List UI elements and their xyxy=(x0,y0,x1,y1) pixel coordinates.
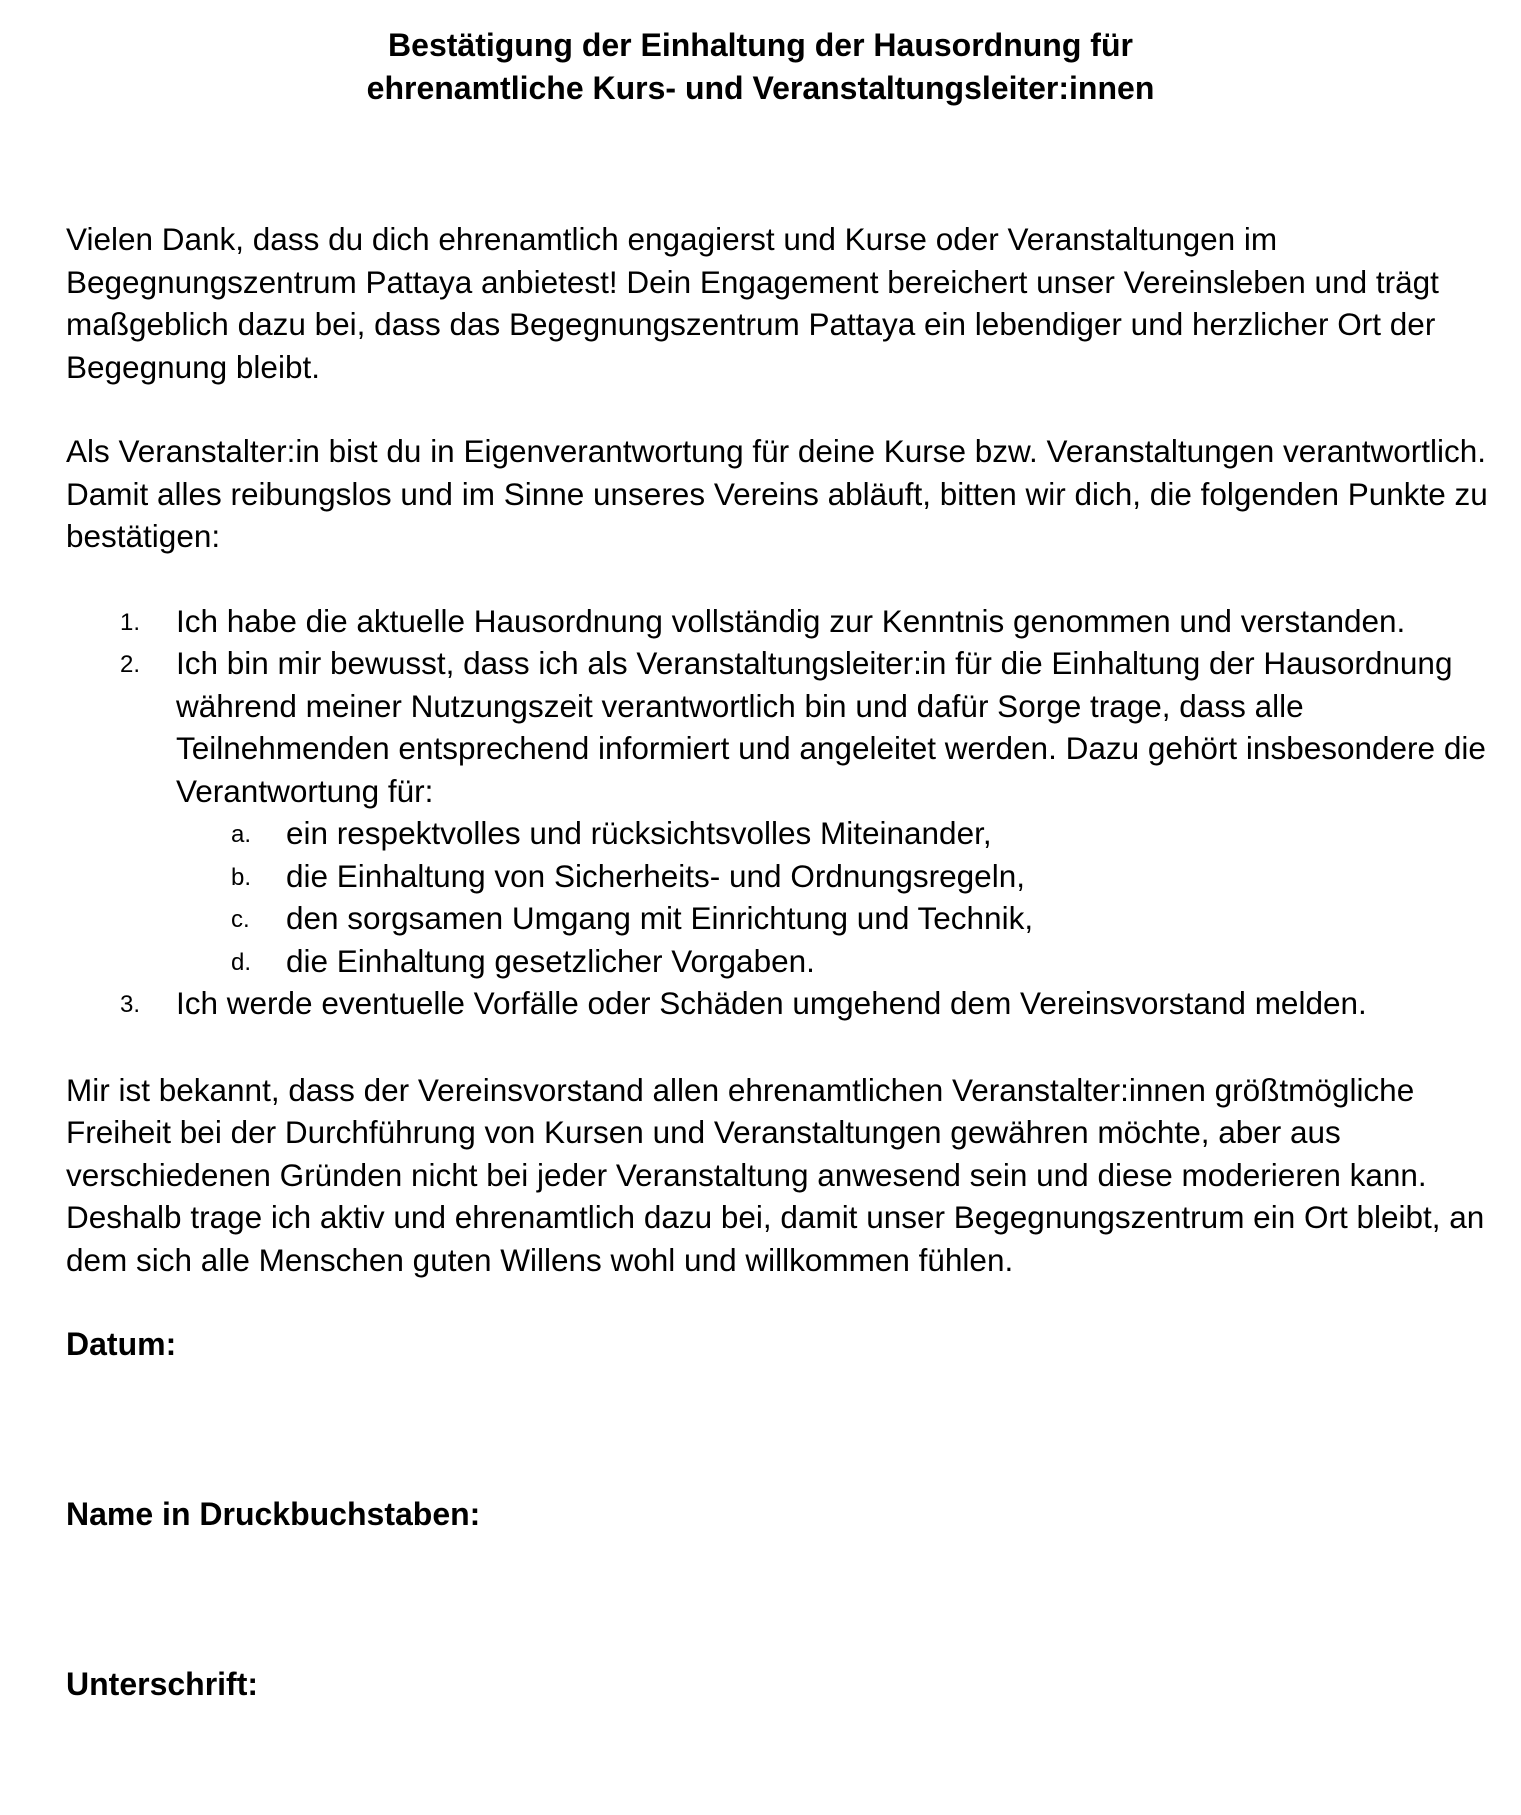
list-item-number: 1. xyxy=(120,608,141,636)
sublist-item xyxy=(176,855,1506,898)
sublist-item-letter: d. xyxy=(231,948,252,976)
list-item-text: Ich habe die aktuelle Hausordnung vollständig zur Kenntnis genommen und verstanden. xyxy=(176,602,1406,639)
list-item xyxy=(66,600,1506,643)
sublist-item-text: ein respektvolles und rücksichtsvolles Miteinander, xyxy=(286,815,992,851)
sublist-item-letter: a. xyxy=(231,821,252,848)
title-line-1: Bestätigung der Einhaltung der Hausordnung für xyxy=(388,27,1133,63)
list-item-text: Ich werde eventuelle Vorfälle oder Schäden umgehend dem Vereinsvorstand melden. xyxy=(176,985,1367,1021)
sublist-item-text: den sorgsamen Umgang mit Einrichtung und Technik, xyxy=(286,900,1034,936)
sublist-item-text: die Einhaltung gesetzlicher Vorgaben. xyxy=(286,942,815,979)
document-title xyxy=(66,24,1506,110)
sublist-item xyxy=(176,897,1506,940)
confirmation-list xyxy=(66,600,1506,1025)
sublist-item-text: die Einhaltung von Sicherheits- und Ordnungsregeln, xyxy=(286,857,1025,894)
name-field-label: Name in Druckbuchstaben: xyxy=(66,1496,481,1532)
sublist-item xyxy=(176,812,1506,855)
responsibility-sublist xyxy=(176,812,1506,982)
list-item-text: Ich bin mir bewusst, dass ich als Veranstaltungsleiter:in für die Einhaltung der Hausordnung während meiner Nutzungszeit verantwortlich bin und dafür Sorge trage, dass alle Teilnehmenden entsprechend informiert und angeleitet werden. Dazu gehört insbesondere die Verantwortung für: xyxy=(176,645,1486,809)
title-line-2: ehrenamtliche Kurs- und Veranstaltungsleiter:innen xyxy=(366,70,1155,106)
document-page xyxy=(66,24,1506,1705)
list-item xyxy=(66,982,1506,1025)
date-field-label: Datum: xyxy=(66,1326,177,1362)
intro-paragraph: Vielen Dank, dass du dich ehrenamtlich engagierst und Kurse oder Veranstaltungen im Begegnungszentrum Pattaya anbietest! Dein Engagement bereichert unser Vereinsleben und trägt maßgeblich dazu bei, dass das Begegnungszentrum Pattaya ein lebendiger und herzlicher Ort der Begegnung bleibt. xyxy=(66,221,1439,385)
freedom-paragraph: Mir ist bekannt, dass der Vereinsvorstand allen ehrenamtlichen Veranstalter:innen größtmögliche Freiheit bei der Durchführung von Kursen und Veranstaltungen gewähren möchte, aber aus verschiedenen Gründen nicht bei jeder Veranstaltung anwesend sein und diese moderieren kann. Deshalb trage ich aktiv und ehrenamtlich dazu bei, damit unser Begegnungszentrum ein Ort bleibt, an dem sich alle Menschen guten Willens wohl und willkommen fühlen. xyxy=(66,1071,1485,1278)
sublist-item-letter: c. xyxy=(231,906,250,933)
list-item-number: 2. xyxy=(120,651,141,678)
list-item xyxy=(66,642,1506,982)
sublist-item-letter: b. xyxy=(231,863,252,891)
list-item-number: 3. xyxy=(120,991,141,1018)
sublist-item xyxy=(176,940,1506,983)
responsibility-paragraph: Als Veranstalter:in bist du in Eigenverantwortung für deine Kurse bzw. Veranstaltungen verantwortlich. Damit alles reibungslos und im Sinne unseres Vereins abläuft, bitten wir dich, die folgenden Punkte zu bestätigen: xyxy=(66,433,1488,554)
signature-field-label: Unterschrift: xyxy=(66,1666,259,1702)
